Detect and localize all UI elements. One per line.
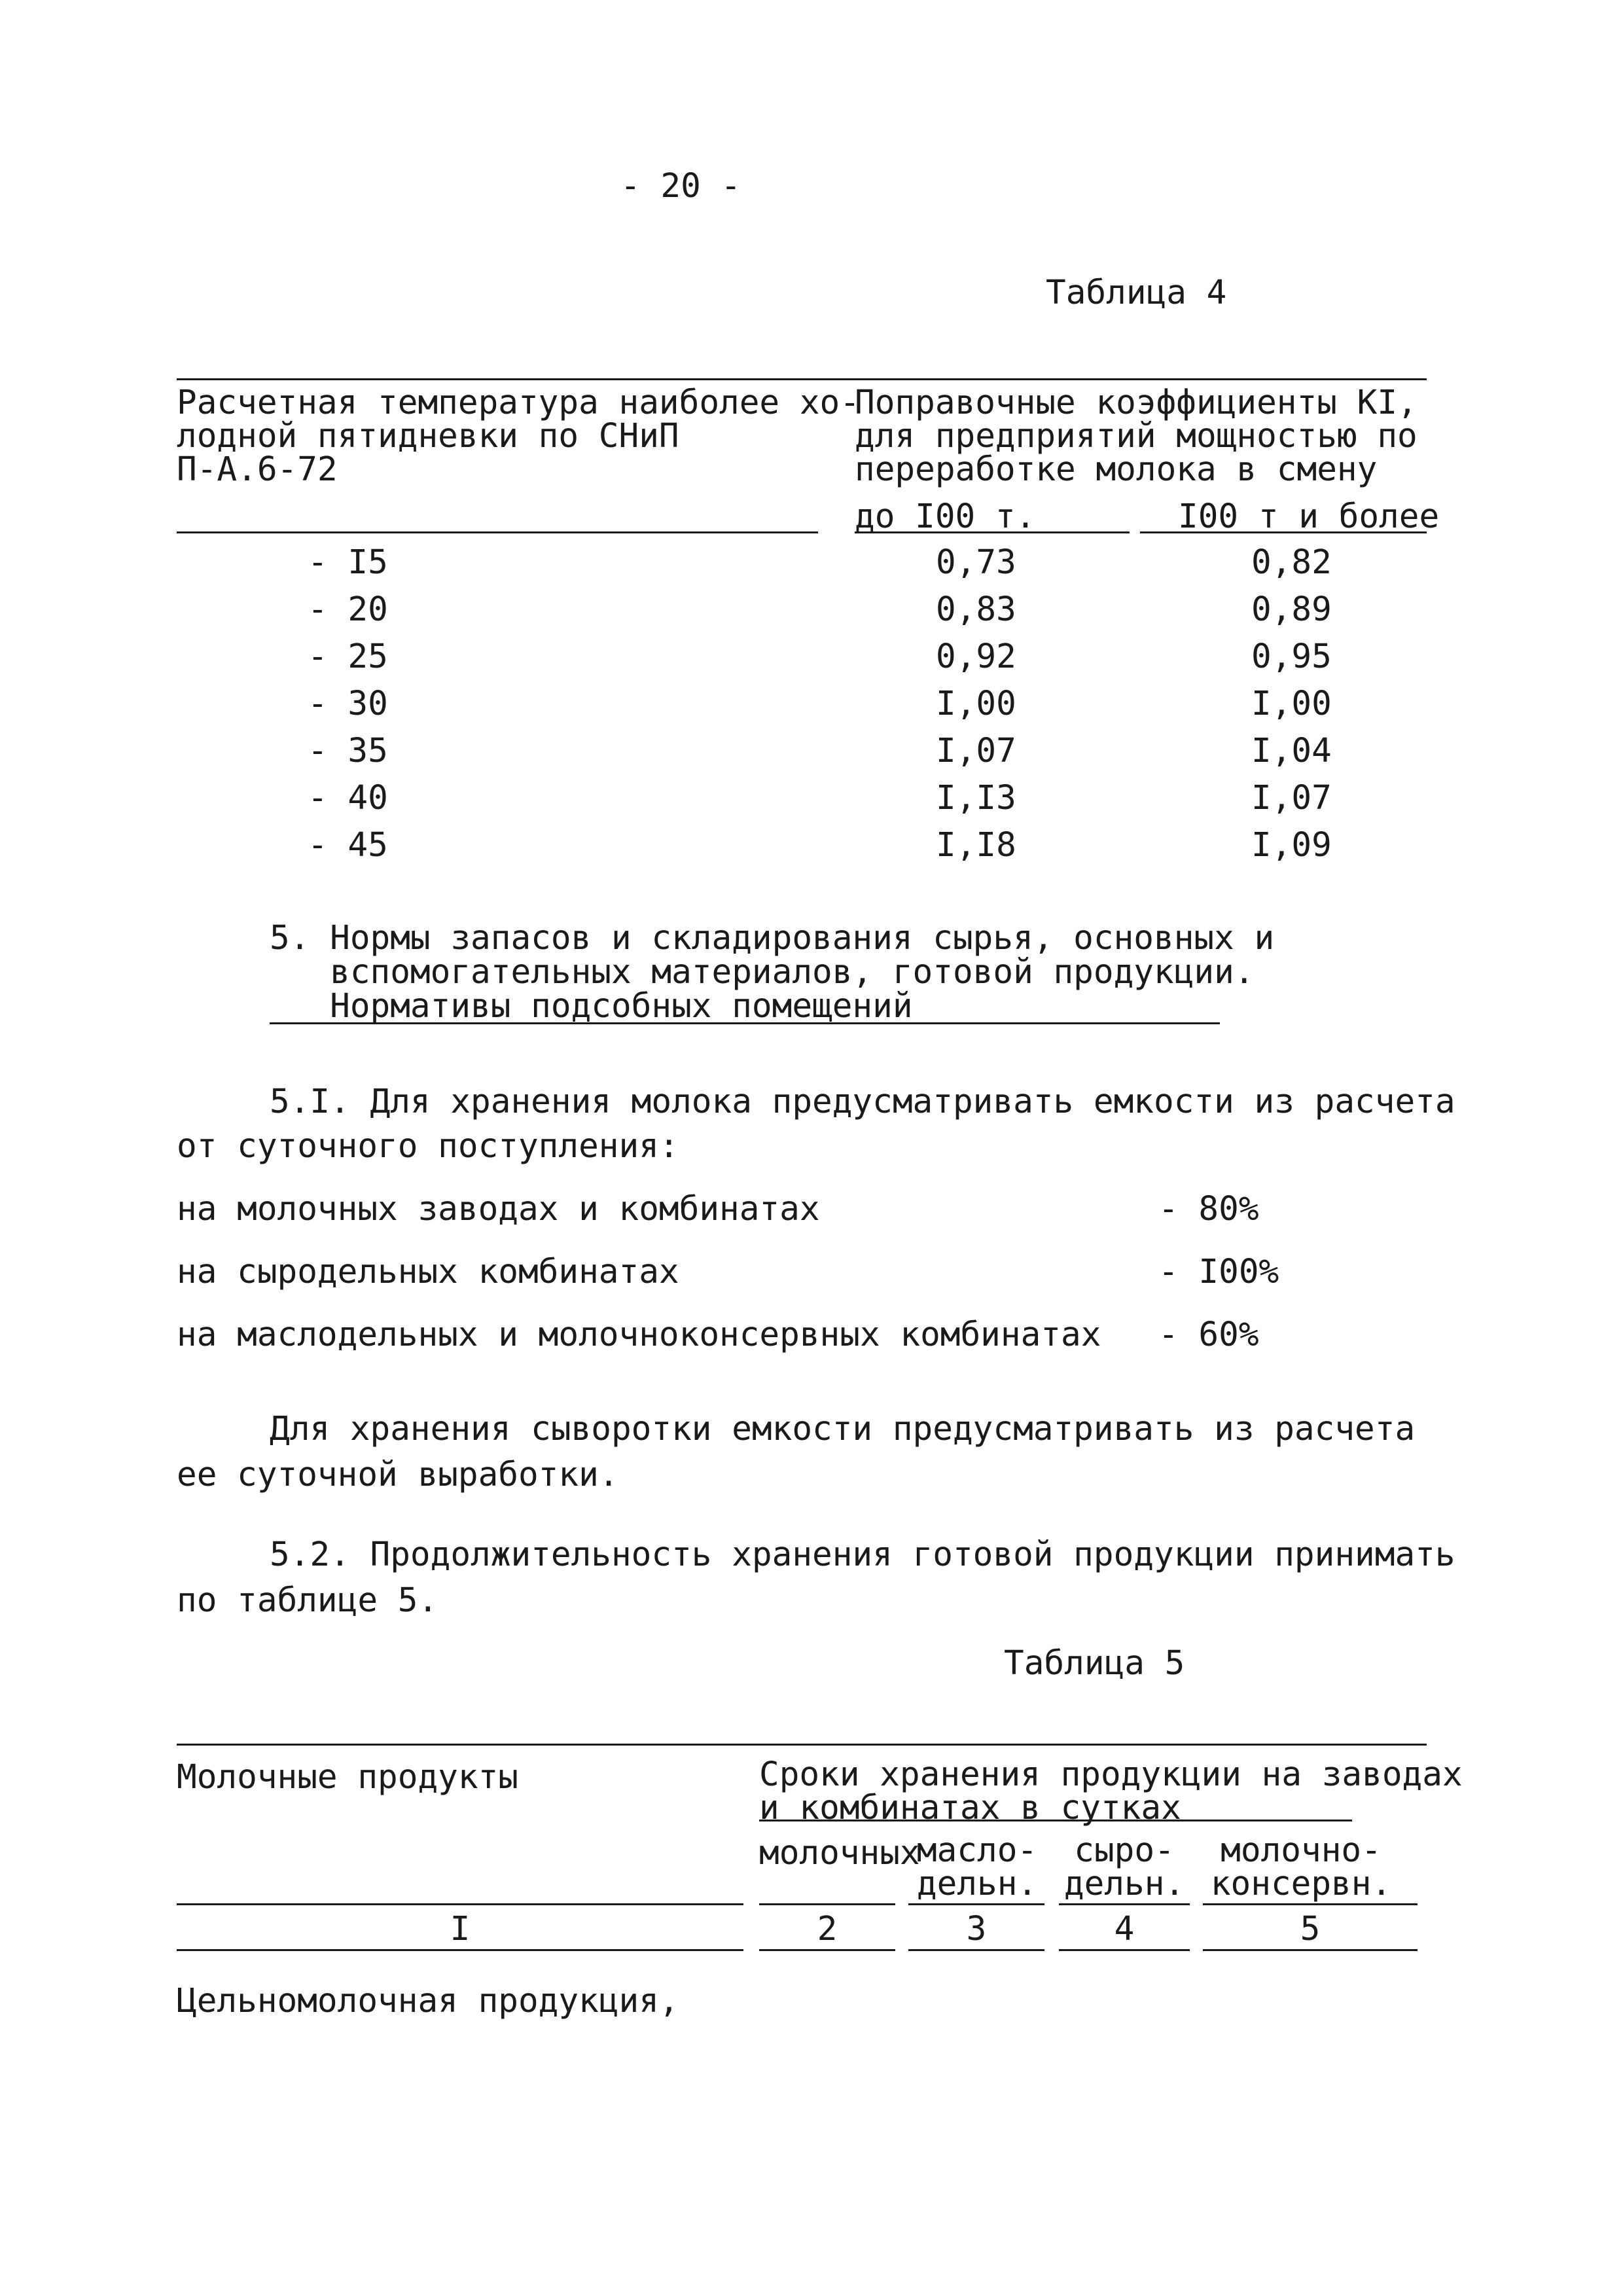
table5-column-number: I (450, 1910, 471, 1948)
temperature-cell: - 45 (308, 826, 388, 865)
table5-column-number: 4 (1114, 1910, 1135, 1948)
table5-header-rule-sub3 (1059, 1903, 1190, 1905)
paragraph-whey-line1: Для хранения сыворотки емкости предусматривать из расчета (270, 1410, 1416, 1448)
table5-header-rule-sub4 (1203, 1903, 1418, 1905)
coefficient-cell-b: I,09 (1251, 826, 1332, 865)
table4-caption: Таблица 4 (1046, 274, 1227, 312)
table5-top-rule (177, 1744, 1427, 1746)
table4-header-rule-col1 (177, 531, 818, 533)
section-heading: 5. Нормы запасов и складирования сырья, основных и вспомогательных материалов, готовой продукции. Нормативы подсобных помещений (270, 919, 1275, 1026)
table5-sub-header-milk: молочных (759, 1834, 920, 1873)
coefficient-cell-b: I,04 (1251, 732, 1332, 770)
table4-sub-header-b: I00 т и более (1178, 497, 1440, 536)
table5-sub-header-cheese: сыро- дельн. (1063, 1831, 1185, 1903)
paragraph-5-2-line2: по таблице 5. (177, 1581, 438, 1620)
table4-col1-header: Расчетная температура наиболее хо- лодной пятидневки по СНиП П-А.6-72 (177, 384, 860, 489)
coefficient-cell-b: I,07 (1251, 779, 1332, 817)
table5-col1-header: Молочные продукты (177, 1758, 518, 1797)
table5-column-number: 5 (1300, 1910, 1321, 1948)
paragraph-5-1-line2: от суточного поступления: (177, 1127, 679, 1166)
table5-numbers-rule-sub3 (1059, 1949, 1190, 1951)
coefficient-cell-a: 0,83 (936, 590, 1016, 629)
temperature-cell: - 30 (308, 685, 388, 723)
list-item-value: - I00% (1158, 1253, 1279, 1291)
coefficient-cell-a: I,I3 (936, 779, 1016, 817)
coefficient-cell-a: I,00 (936, 685, 1016, 723)
table5-first-row-label: Цельномолочная продукция, (177, 1982, 679, 2020)
coefficient-cell-b: 0,95 (1251, 637, 1332, 676)
table5-group-rule (759, 1820, 1352, 1821)
coefficient-cell-b: 0,89 (1251, 590, 1332, 629)
table5-header-rule-sub1 (759, 1903, 895, 1905)
table5-header-rule-sub2 (908, 1903, 1044, 1905)
coefficient-cell-b: I,00 (1251, 685, 1332, 723)
paragraph-whey-line2: ее суточной выработки. (177, 1456, 619, 1494)
coefficient-cell-a: I,07 (936, 732, 1016, 770)
table4-col2-header: Поправочные коэффициенты KI, для предприятий мощностью по переработке молока в смену (855, 384, 1418, 489)
table4-header-rule-a (855, 531, 1130, 533)
paragraph-5-2-line1: 5.2. Продолжительность хранения готовой продукции принимать (270, 1535, 1455, 1574)
list-item-label: на маслодельных и молочноконсервных комбинатах (177, 1316, 1101, 1354)
table5-sub-header-canned: молочно- консервн. (1210, 1831, 1392, 1903)
table5-caption: Таблица 5 (1004, 1644, 1185, 1683)
coefficient-cell-a: 0,92 (936, 637, 1016, 676)
paragraph-5-1-line1: 5.I. Для хранения молока предусматривать емкости из расчета (270, 1083, 1455, 1121)
section-heading-rule (270, 1022, 1220, 1024)
list-item-label: на молочных заводах и комбинатах (177, 1190, 820, 1229)
coefficient-cell-b: 0,82 (1251, 543, 1332, 582)
table5-header-rule-col1 (177, 1903, 743, 1905)
table4-top-rule (177, 378, 1427, 380)
temperature-cell: - 20 (308, 590, 388, 629)
table5-numbers-rule-sub2 (908, 1949, 1044, 1951)
list-item-value: - 60% (1158, 1316, 1259, 1354)
temperature-cell: - 35 (308, 732, 388, 770)
coefficient-cell-a: I,I8 (936, 826, 1016, 865)
table5-column-number: 3 (966, 1910, 987, 1948)
page-number: - 20 - (620, 167, 741, 206)
table4-sub-header-a: до I00 т. (855, 497, 1036, 536)
table5-numbers-rule-col1 (177, 1949, 743, 1951)
temperature-cell: - 25 (308, 637, 388, 676)
table5-column-number: 2 (817, 1910, 838, 1948)
table5-sub-header-butter: масло- дельн. (916, 1831, 1038, 1903)
temperature-cell: - 40 (308, 779, 388, 817)
table5-numbers-rule-sub1 (759, 1949, 895, 1951)
table5-numbers-rule-sub4 (1203, 1949, 1418, 1951)
table4-header-rule-b (1140, 531, 1427, 533)
coefficient-cell-a: 0,73 (936, 543, 1016, 582)
list-item-label: на сыродельных комбинатах (177, 1253, 679, 1291)
temperature-cell: - I5 (308, 543, 388, 582)
table5-group-header: Сроки хранения продукции на заводах и комбинатах в сутках (759, 1755, 1463, 1827)
list-item-value: - 80% (1158, 1190, 1259, 1229)
